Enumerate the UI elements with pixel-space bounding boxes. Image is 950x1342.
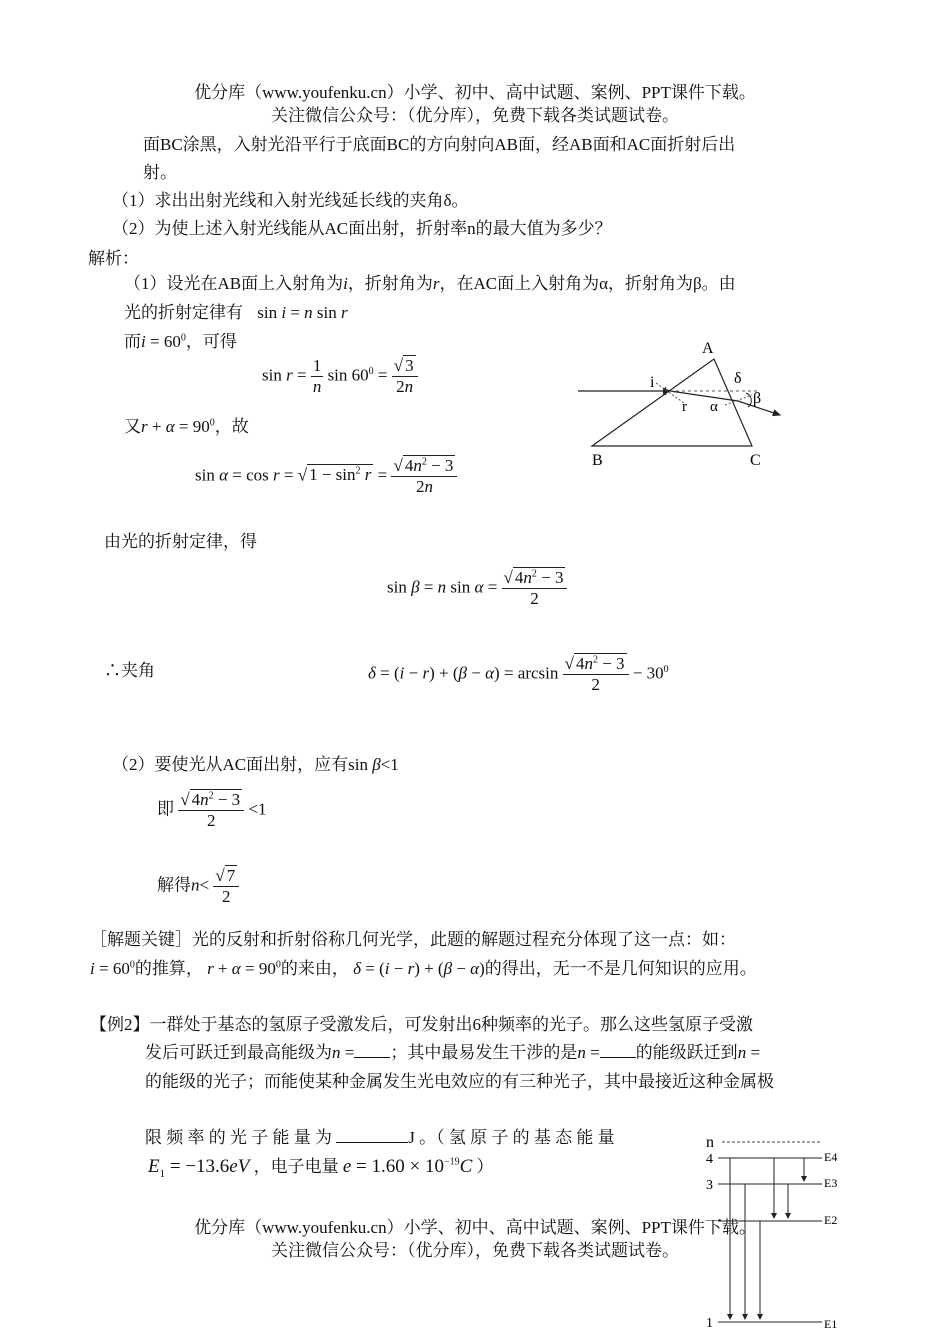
key-line-1: ［解题关键］光的反射和折射俗称几何光学，此题的解题过程充分体现了这一点：如： bbox=[90, 930, 736, 949]
solution-para-1: （1）设光在AB面上入射角为i，折射角为r，在AC面上入射角为α，折射角为β。由 bbox=[124, 274, 736, 293]
question-1: （1）求出出射光线和入射光线延长线的夹角δ。 bbox=[112, 191, 469, 210]
example2-line-1: 【例2】一群处于基态的氢原子受激发后，可发射出6种频率的光子。那么这些氢原子受激 bbox=[90, 1015, 753, 1034]
solution-para-2: 光的折射定律有 sin i = n sin r bbox=[124, 303, 348, 322]
label-c: C bbox=[750, 452, 761, 469]
header-line-1: 优分库（www.youfenku.cn）小学、初中、高中试题、案例、PPT课件下载。 bbox=[194, 83, 756, 102]
problem-continuation-2: 射。 bbox=[143, 163, 177, 182]
label-i: i bbox=[650, 374, 655, 391]
solution-para-8: 即 $\frac{√ 4n^2 - 3}{2}$ <1 bbox=[157, 790, 267, 830]
key-line-2: $i = 60^0$的推算， $r + \alpha = 90^0$的来由， δ = (i − r) + (β − α)的得出，无一不是几何知识的应用。 bbox=[90, 959, 757, 978]
solution-para-9: 解得n< $\frac{√ 7}{2}$ bbox=[157, 866, 239, 907]
label-level-3: 3 bbox=[706, 1178, 713, 1193]
label-alpha: α bbox=[710, 399, 718, 415]
equation-sin-alpha: sin α = cos r = √ $1 - \sin^2 r$ = $\frac{√ 4n^2 - 3}{2n}$ bbox=[195, 456, 457, 497]
energy-level-diagram bbox=[700, 1130, 850, 1335]
label-level-1: 1 bbox=[706, 1316, 713, 1331]
label-e3: E3 bbox=[824, 1176, 838, 1190]
prism-diagram bbox=[570, 335, 800, 470]
label-level-n: n bbox=[706, 1134, 714, 1151]
solution-para-3: 而$i = 60^0$，可得 bbox=[124, 332, 237, 351]
label-level-4: 4 bbox=[706, 1152, 713, 1167]
refracted-ray bbox=[670, 391, 738, 401]
example2-line-5: $E_1 = -13.6eV$ ，电子电量 $e = 1.60 \times 10^{-19}C$ ） bbox=[148, 1156, 494, 1180]
example2-line-2: 发后可跃迁到最高能级为n = ；其中最易发生干涉的是n = 的能级跃迁到n = bbox=[145, 1043, 761, 1062]
prism-triangle bbox=[592, 359, 752, 446]
solution-para-5: 由光的折射定律，得 bbox=[104, 532, 257, 551]
solution-label: 解析： bbox=[88, 249, 139, 268]
label-r: r bbox=[682, 399, 687, 415]
solution-para-4: 又$r + \alpha = 90^0$，故 bbox=[124, 417, 249, 436]
question-2: （2）为使上述入射光线能从AC面出射，折射率n的最大值为多少？ bbox=[112, 219, 612, 238]
example2-line-4: 限 频 率 的 光 子 能 量 为 J 。（ 氢 原 子 的 基 态 能 量 bbox=[145, 1128, 615, 1147]
label-e2: E2 bbox=[824, 1213, 838, 1227]
header-line-2: 关注微信公众号：（优分库），免费下载各类试题试卷。 bbox=[271, 106, 679, 125]
label-e1: E1 bbox=[824, 1317, 838, 1331]
label-b: B bbox=[592, 452, 603, 469]
equation-delta: δ = (i − r) + (β − α) = arcsin $\frac{√ 4n^2 - 3}{2}$ − $30^0$ bbox=[368, 654, 669, 694]
label-delta: δ bbox=[734, 370, 742, 387]
example2-line-3: 的能级的光子；而能使某种金属发生光电效应的有三种光子，其中最接近这种金属极 bbox=[145, 1072, 774, 1091]
equation-sin-r: sin r = $\frac{1}{n}$ $\sin 60^0$ = $\frac{√ 3}{2n}$ bbox=[262, 356, 418, 397]
problem-continuation-1: 面BC涂黑，入射光沿平行于底面BC的方向射向AB面，经AB面和AC面折射后出 bbox=[143, 135, 736, 154]
label-a: A bbox=[702, 340, 714, 357]
label-e4: E4 bbox=[824, 1150, 838, 1164]
label-beta: β bbox=[753, 390, 762, 407]
solution-para-7: （2）要使光从AC面出射，应有sin β<1 bbox=[112, 755, 399, 774]
solution-para-6: ∴夹角 bbox=[104, 661, 155, 680]
footer-line-1: 优分库（www.youfenku.cn）小学、初中、高中试题、案例、PPT课件下载。 bbox=[194, 1218, 756, 1237]
equation-sin-beta: sin β = n sin α = $\frac{√ 4n^2 - 3}{2}$ bbox=[387, 568, 567, 609]
footer-line-2: 关注微信公众号：（优分库），免费下载各类试题试卷。 bbox=[271, 1241, 679, 1260]
